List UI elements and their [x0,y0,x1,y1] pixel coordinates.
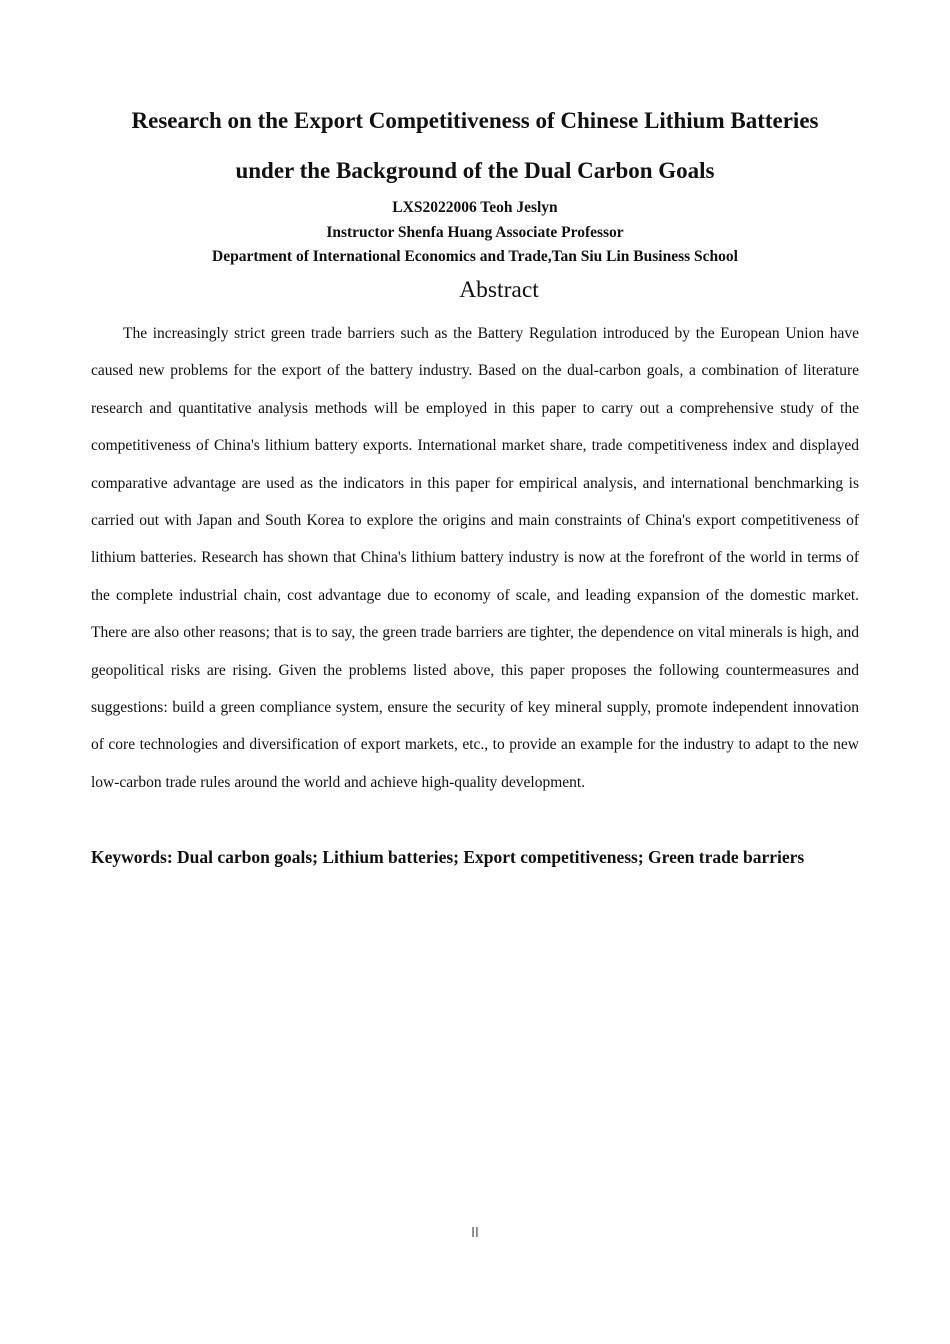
keywords-line: Keywords: Dual carbon goals; Lithium batteries; Export competitiveness; Green trade barriers [91,847,805,867]
department-line: Department of International Economics and Trade,Tan Siu Lin Business School [212,248,738,265]
paper-title-line-1: Research on the Export Competitiveness of Chinese Lithium Batteries [131,108,819,133]
abstract-heading: Abstract [459,277,539,303]
page-number: II [471,1226,479,1241]
abstract-body: The increasingly strict green trade barriers such as the Battery Regulation introduced by the European Union have caused new problems for the export of the battery industry. Based on the dual-carbon goals, a combination of literature research and quantitative analysis methods will be employed in this paper to carry out a comprehensive study of the competitiveness of China's lithium battery exports. International market share, trade competitiveness index and displayed comparative advantage are used as the indicators in this paper for empirical analysis, and international benchmarking is carried out with Japan and South Korea to explore the origins and main constraints of China's export competitiveness of lithium batteries. Research has shown that China's lithium battery industry is now at the forefront of the world in terms of the complete industrial chain, cost advantage due to economy of scale, and leading expansion of the domestic market. There are also other reasons; that is to say, the green trade barriers are tighter, the dependence on vital minerals is high, and geopolitical risks are rising. Given the problems listed above, this paper proposes the following countermeasures and suggestions: build a green compliance system, ensure the security of key mineral supply, promote independent innovation of core technologies and diversification of export markets, etc., to provide an example for the industry to adapt to the new low-carbon trade rules around the world and achieve high-quality development. [91,325,859,791]
paper-title-line-2: under the Background of the Dual Carbon Goals [235,158,715,183]
student-id-name: LXS2022006 Teoh Jeslyn [392,199,558,216]
title-block [70,96,880,270]
instructor-line: Instructor Shenfa Huang Associate Professor [326,223,624,241]
